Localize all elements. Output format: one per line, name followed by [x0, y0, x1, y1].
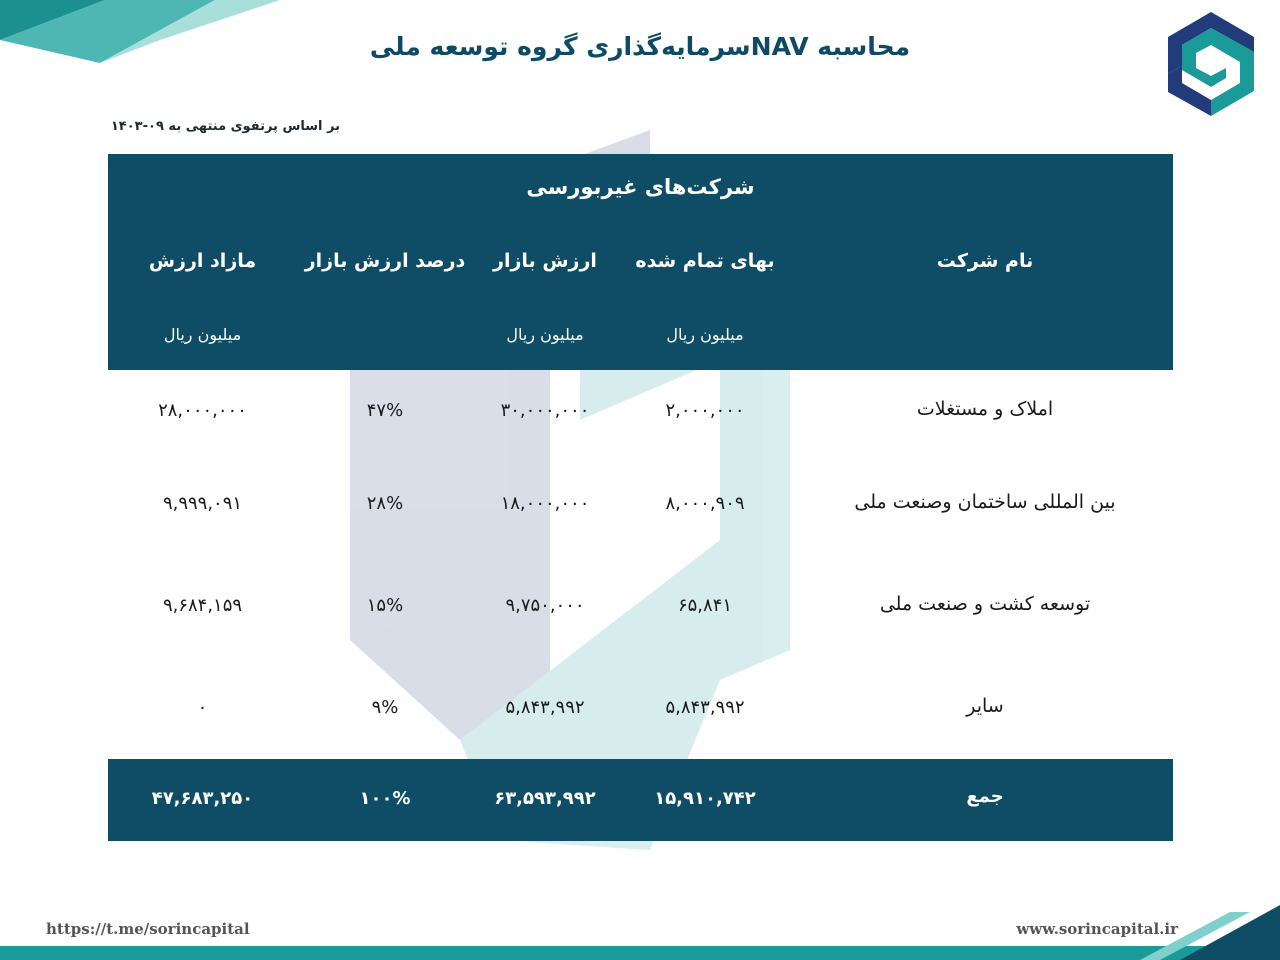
total-row-surplus: ۴۷,۶۸۳,۲۵۰: [151, 788, 254, 809]
table-row-name: املاک و مستغلات: [916, 398, 1054, 420]
table-row-surplus: ۹,۹۹۹,۰۹۱: [162, 493, 243, 514]
total-row-label: جمع: [966, 786, 1004, 807]
table-row-percent: ۲۸%: [366, 493, 404, 514]
table-row-market-value: ۳۰,۰۰۰,۰۰۰: [500, 400, 590, 421]
unit-label-cost: میلیون ریال: [666, 325, 744, 344]
table-row-percent: ۴۷%: [366, 400, 404, 421]
total-row-market-value: ۶۳,۵۹۳,۹۹۲: [494, 788, 596, 809]
sorin-capital-logo: [1160, 8, 1262, 120]
column-header-market-value: ارزش بازار: [493, 250, 597, 272]
column-header-surplus: مازاد ارزش: [148, 250, 257, 272]
table-row-name: بین المللی ساختمان وصنعت ملی: [854, 491, 1116, 513]
table-row-surplus: ۰: [197, 697, 208, 718]
column-header-name: نام شرکت: [936, 250, 1034, 272]
table-row-cost: ۵,۸۴۳,۹۹۲: [665, 697, 745, 718]
column-header-cost: بهای تمام شده: [635, 250, 775, 272]
table-row-cost: ۲,۰۰۰,۰۰۰: [665, 400, 745, 421]
total-row-percent: ۱۰۰%: [359, 788, 411, 809]
table-row-market-value: ۹,۷۵۰,۰۰۰: [505, 595, 585, 616]
table-row-market-value: ۵,۸۴۳,۹۹۲: [505, 697, 585, 718]
column-header-percent: درصد ارزش بازار: [304, 250, 466, 272]
table-row-market-value: ۱۸,۰۰۰,۰۰۰: [500, 493, 590, 514]
unit-label-surplus: میلیون ریال: [163, 325, 242, 344]
table-row-percent: ۹%: [371, 697, 399, 718]
unit-label-market-value: میلیون ریال: [506, 325, 584, 344]
table-row-surplus: ۲۸,۰۰۰,۰۰۰: [158, 400, 247, 421]
website-link[interactable]: www.sorincapital.ir: [1016, 920, 1178, 938]
table-row-cost: ۸,۰۰۰,۹۰۹: [665, 493, 745, 514]
table-row-name: سایر: [966, 695, 1004, 717]
portfolio-date-note: بر اساس پرتفوی منتهی به ۰۹-۱۴۰۳: [110, 119, 340, 134]
table-section-title: شرکت‌های غیربورسی: [526, 175, 755, 199]
total-row-cost: ۱۵,۹۱۰,۷۴۲: [654, 788, 756, 809]
table-row-percent: ۱۵%: [366, 595, 404, 616]
table-row-surplus: ۹,۶۸۴,۱۵۹: [162, 595, 243, 616]
page-title: محاسبه NAVسرمایه‌گذاری گروه توسعه ملی: [369, 32, 911, 61]
table-row-name: توسعه کشت و صنعت ملی: [879, 593, 1091, 615]
telegram-link[interactable]: https://t.me/sorincapital: [46, 920, 250, 938]
table-row-cost: ۶۵,۸۴۱: [677, 595, 733, 616]
